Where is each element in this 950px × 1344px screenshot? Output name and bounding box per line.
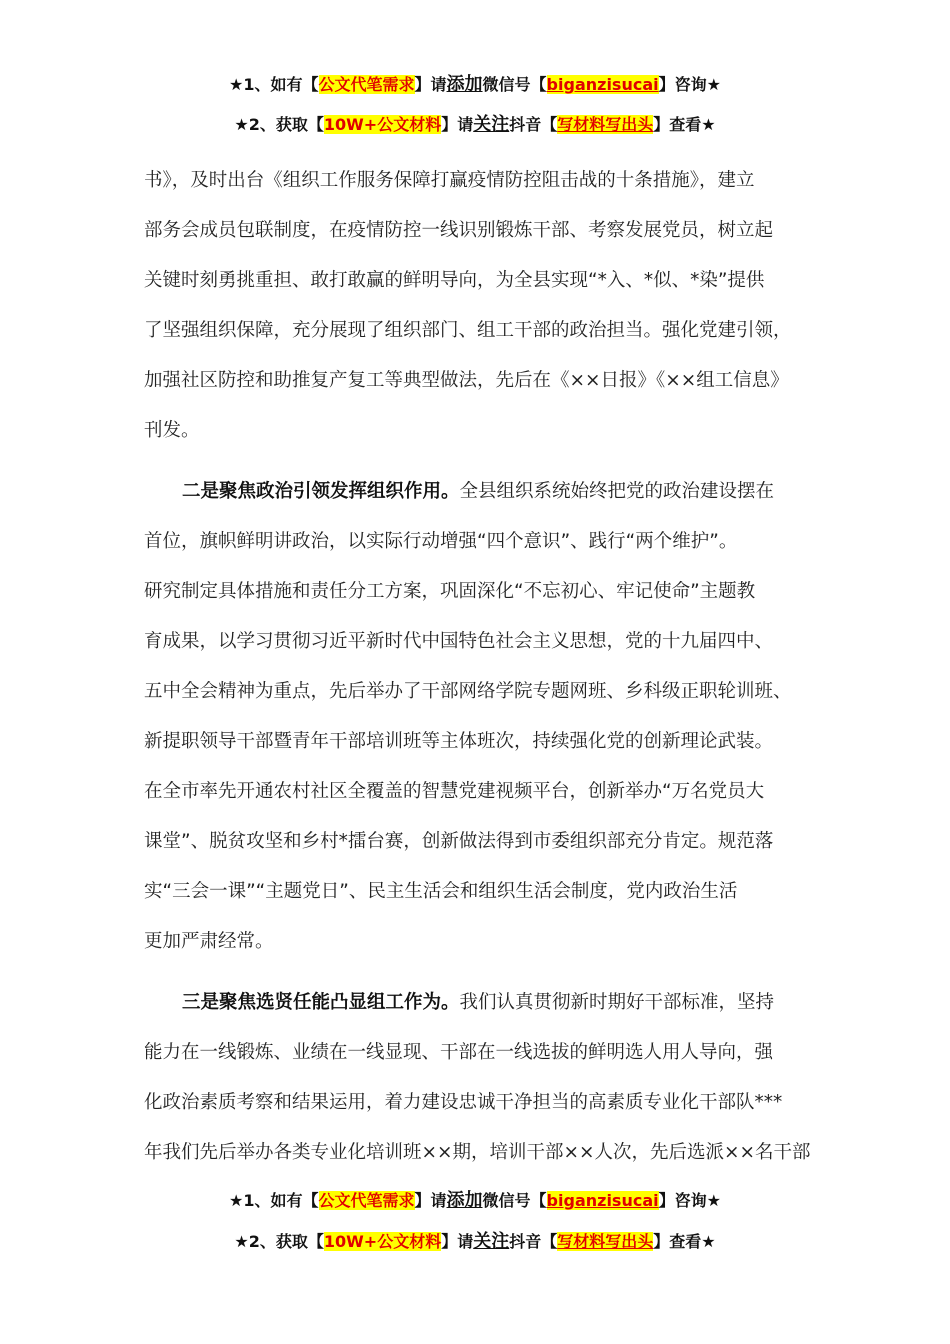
banner-text: 】请 [414,1191,447,1210]
banner-underlined: 添加 [446,74,483,95]
banner-text: ★1、如有【 [229,75,319,94]
banner-highlight: 10W+公文材料 [323,1232,442,1251]
text-line: 更加严肃经常。 [144,931,274,952]
text-line: 育成果，以学习贯彻习近平新时代中国特色社会主义思想，党的十九届四中、 [144,631,774,652]
paragraph-first-line [144,467,834,517]
banner-text: 微信号【 [482,75,547,94]
banner-text: 】请 [414,75,447,94]
banner-text: 微信号【 [482,1191,547,1210]
paragraph [144,978,834,1178]
banner-text: 抖音【 [509,115,558,134]
banner-text: 】咨询★ [658,1191,721,1210]
text-line: 关键时刻勇挑重担、敢打敢赢的鲜明导向，为全县实现“*入、*似、*染”提供 [144,270,765,291]
paragraph-heading: 三是聚焦选贤任能凸显组工作为。 [182,992,460,1013]
text-line: 五中全会精神为重点，先后举办了干部网络学院专题网班、乡科级正职轮训班、 [144,681,792,702]
text-line: 新提职领导干部暨青年干部培训班等主体班次，持续强化党的创新理论武装。 [144,731,774,752]
promo-banner-bottom-1 [0,1186,950,1212]
banner-text: 】查看★ [653,1232,716,1251]
wechat-id: biganzisucai [546,75,659,94]
text-line: 年我们先后举办各类专业化培训班××期，培训干部××人次，先后选派××名干部 [144,1142,811,1163]
banner-underlined: 关注 [473,1231,510,1252]
wechat-id: biganzisucai [546,1191,659,1210]
paragraph [144,467,834,967]
banner-underlined: 关注 [473,114,510,135]
text-line: 能力在一线锻炼、业绩在一线显现、干部在一线选拔的鲜明选人用人导向，强 [144,1042,774,1063]
text-line: 课堂”、脱贫攻坚和乡村*擂台赛，创新做法得到市委组织部充分肯定。规范落 [144,831,774,852]
promo-banner-top-2 [0,110,950,136]
text-line: 部务会成员包联制度，在疫情防控一线识别锻炼干部、考察发展党员，树立起 [144,220,774,241]
promo-banner-bottom-2 [0,1227,950,1253]
banner-text: ★2、获取【 [234,115,324,134]
banner-text: 】查看★ [653,115,716,134]
douyin-id: 写材料写出头 [557,1232,654,1251]
document-body [144,156,834,1189]
text-line: 刊发。 [144,420,200,441]
text-line: 了坚强组织保障，充分展现了组织部门、组工干部的政治担当。强化党建引领， [144,320,792,341]
paragraph-first-line [144,978,834,1028]
banner-text: 】请 [441,115,474,134]
banner-highlight: 公文代笔需求 [318,1191,415,1210]
paragraph-heading: 二是聚焦政治引领发挥组织作用。 [182,481,460,502]
banner-highlight: 公文代笔需求 [318,75,415,94]
text-line: 书》，及时出台《组织工作服务保障打赢疫情防控阻击战的十条措施》，建立 [144,170,755,191]
paragraph [144,156,834,456]
banner-text: 】咨询★ [658,75,721,94]
banner-text: 】请 [441,1232,474,1251]
text-line: 首位，旗帜鲜明讲政治，以实际行动增强“四个意识”、践行“两个维护”。 [144,531,738,552]
text-line: 在全市率先开通农村社区全覆盖的智慧党建视频平台，创新举办“万名党员大 [144,781,765,802]
paragraph-text: 全县组织系统始终把党的政治建设摆在 [459,481,775,502]
text-line: 实“三会一课”“主题党日”、民主生活会和组织生活会制度，党内政治生活 [144,881,738,902]
text-line: 化政治素质考察和结果运用，着力建设忠诚干净担当的高素质专业化干部队*** [144,1092,783,1113]
promo-banner-top-1 [0,70,950,96]
banner-text: ★1、如有【 [229,1191,319,1210]
banner-text: 抖音【 [509,1232,558,1251]
text-line: 加强社区防控和助推复产复工等典型做法，先后在《××日报》《××组工信息》 [144,370,789,391]
douyin-id: 写材料写出头 [557,115,654,134]
banner-underlined: 添加 [446,1190,483,1211]
banner-text: ★2、获取【 [234,1232,324,1251]
text-line: 研究制定具体措施和责任分工方案，巩固深化“不忘初心、牢记使命”主题教 [144,581,756,602]
banner-highlight: 10W+公文材料 [323,115,442,134]
paragraph-text: 我们认真贯彻新时期好干部标准，坚持 [459,992,775,1013]
